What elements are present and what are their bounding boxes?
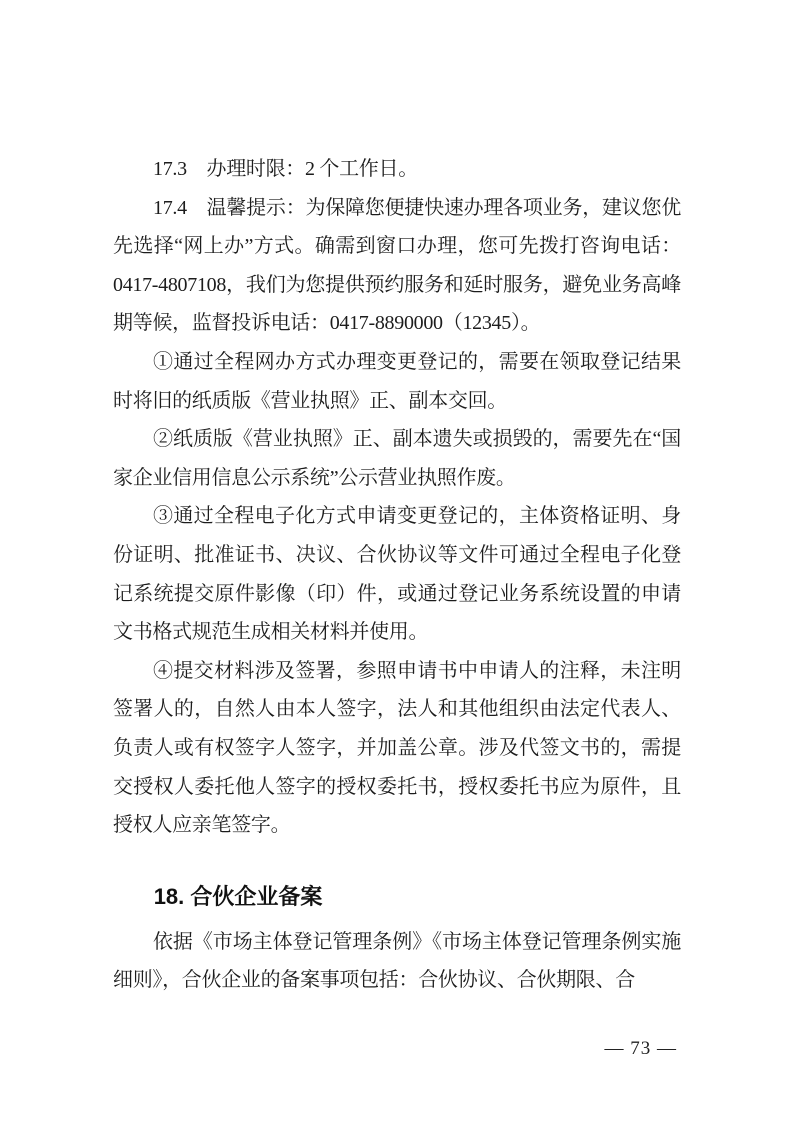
paragraph: 17.3 办理时限：2 个工作日。 bbox=[153, 158, 418, 180]
page-footer bbox=[605, 1038, 678, 1060]
section-heading: 18. 合伙企业备案 bbox=[153, 883, 323, 909]
paragraph: 依据《市场主体登记管理条例》《市场主体登记管理条例实施细则》，合伙企业的备案事项包括：合伙协议、合伙期限、合 bbox=[113, 930, 681, 992]
paragraph: ③通过全程电子化方式申请变更登记的，主体资格证明、身份证明、批准证书、决议、合伙协议等文件可通过全程电子化登记系统提交原件影像（印）件，或通过登记业务系统设置的申请文书格式规范生成相关材料并使用。 bbox=[113, 505, 681, 644]
paragraph: 17.4 温馨提示：为保障您便捷快速办理各项业务，建议您优先选择“网上办”方式。确需到窗口办理，您可先拨打咨询电话：0417-4807108，我们为您提供预约服务和延时服务，避免业务高峰期等候，监督投诉电话：0417-8890000（12345）。 bbox=[113, 196, 681, 335]
paragraph: ①通过全程网办方式办理变更登记的，需要在领取登记结果时将旧的纸质版《营业执照》正、副本交回。 bbox=[113, 350, 681, 412]
page-number: — 73 — bbox=[604, 1038, 677, 1059]
paragraph: ②纸质版《营业执照》正、副本遗失或损毁的，需要先在“国家企业信用信息公示系统”公示营业执照作废。 bbox=[113, 428, 681, 489]
paragraph: ④提交材料涉及签署，参照申请书中申请人的注释，未注明签署人的，自然人由本人签字，法人和其他组织由法定代表人、负责人或有权签字人签字，并加盖公章。涉及代签文书的，需提交授权人委托他人签字的授权委托书，授权委托书应为原件，且授权人应亲笔签字。 bbox=[113, 659, 681, 837]
document-content bbox=[113, 150, 681, 1000]
